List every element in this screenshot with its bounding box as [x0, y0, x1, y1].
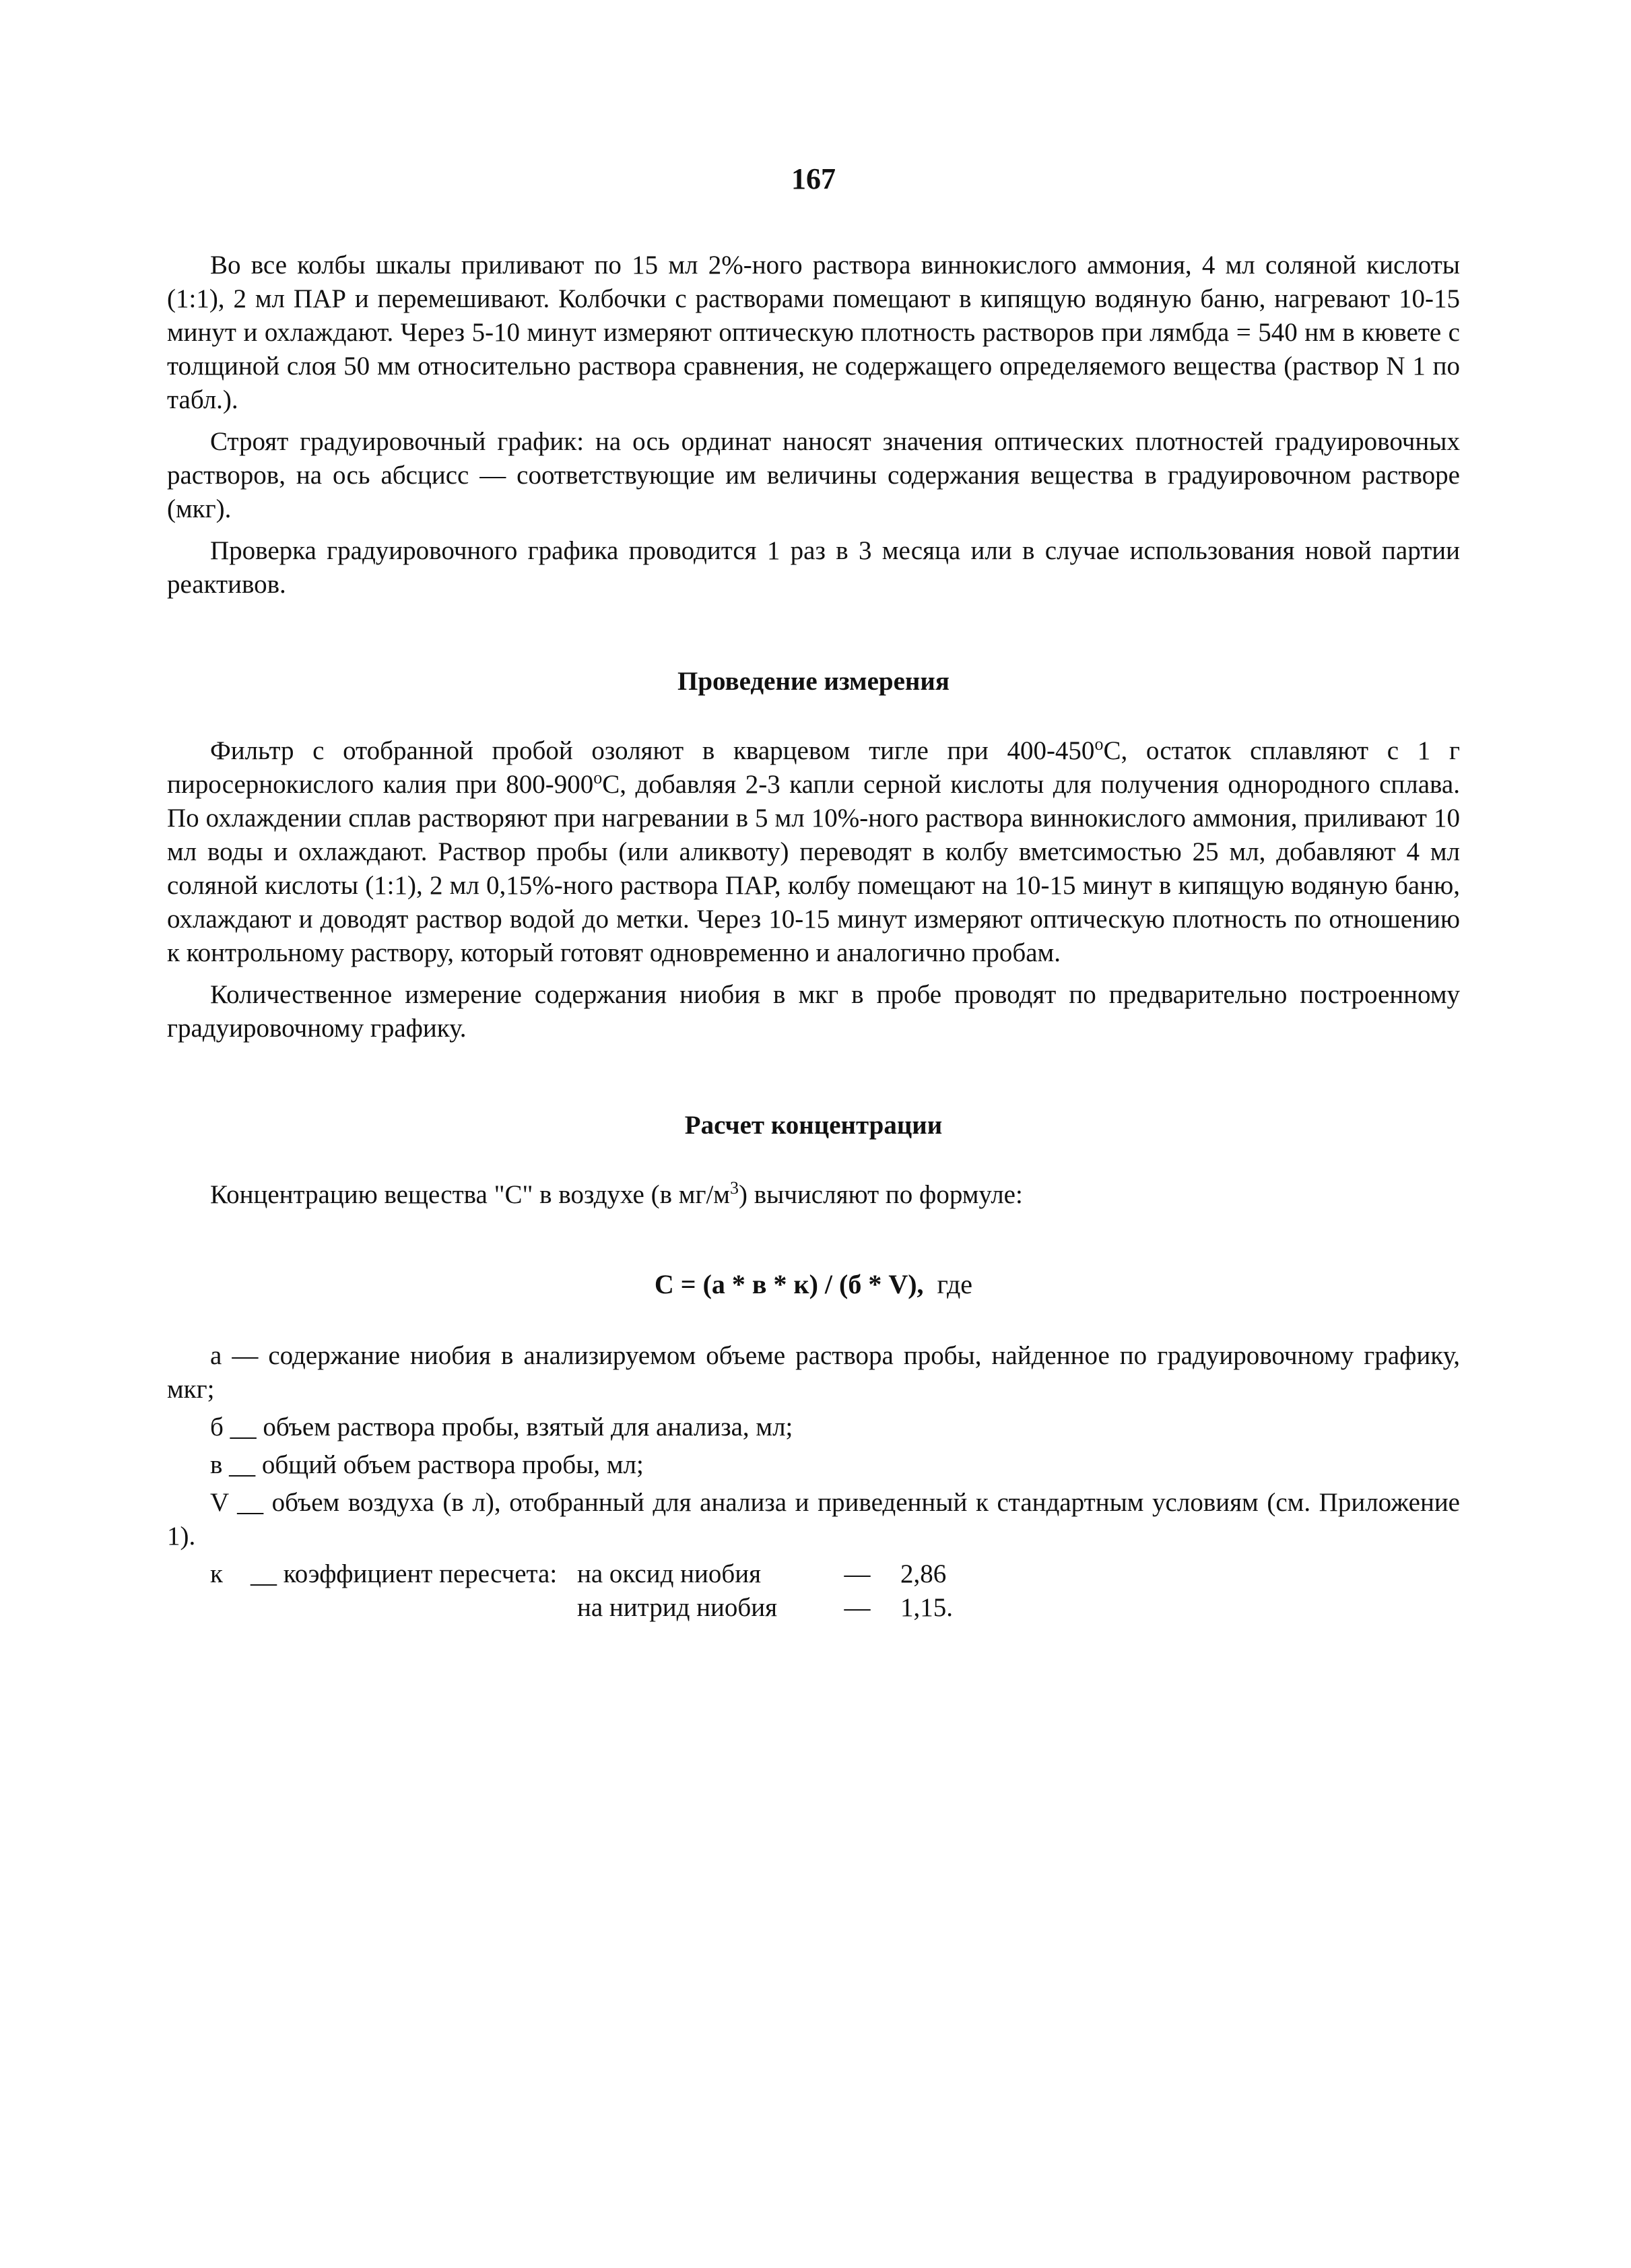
measurement-paragraph-1: [167, 734, 1460, 970]
intro-paragraph-3: Проверка градуировочного графика проводится 1 раз в 3 месяца или в случае использования новой партии реактивов.: [167, 536, 1460, 599]
calculation-heading: Расчет концентрации: [684, 1111, 943, 1140]
intro-paragraph-2: Строят градуировочный график: на ось ординат наносят значения оптических плотностей градуировочных растворов, на ось абсцисс — соответствующие им величины содержания вещества в градуировочном растворе (мкг).: [167, 427, 1460, 523]
formula-where: где: [923, 1269, 973, 1299]
measurement-text-part-1: Фильтр с отобранной пробой озоляют в кварцевом тигле при 400-450: [210, 736, 1095, 765]
coefficient-value: 2,86: [900, 1559, 947, 1588]
page-number: 167: [791, 162, 836, 195]
measurement-text-part-2: С, остаток сплавляют с 1 г пиросернокислого калия при 800-900: [167, 736, 1460, 799]
definition-v: в __ общий объем раствора пробы, мл;: [210, 1450, 644, 1479]
formula-expression: С = (а * в * к) / (б * V),: [654, 1269, 924, 1299]
measurement-heading: Проведение измерения: [677, 667, 950, 696]
coefficient-value: 1,15.: [900, 1593, 953, 1622]
coefficient-symbol: к: [210, 1559, 223, 1588]
degree-sign-1: о: [1094, 734, 1104, 754]
definition-a: а — содержание ниобия в анализируемом объеме раствора пробы, найденное по градуировочному графику, мкг;: [167, 1341, 1460, 1404]
measurement-text-part-3: С, добавляя 2-3 капли серной кислоты для получения однородного сплава. По охлаждении сплав растворяют при нагревании в 5 мл 10%-ного раствора виннокислого аммония, приливают 10 мл воды и охлаждают. Раствор пробы (или аликвоту) переводят в колбу вметсимостью 25 мл, добавляют 4 мл соляной кислоты (1:1), 2 мл 0,15%-ного раствора ПАР, колбу помещают на 10-15 минут в кипящую водяную баню, охлаждают и доводят раствор водой до метки. Через 10-15 минут измеряют оптическую плотность по отношению к контрольному раствору, который готовят одновременно и аналогично пробам.: [167, 770, 1460, 967]
coefficient-separator: —: [844, 1593, 871, 1622]
coefficient-name: на оксид ниобия: [577, 1559, 762, 1588]
coefficient-separator: —: [844, 1559, 871, 1588]
coefficient-row-nitride: [167, 1591, 1460, 1625]
definition-b: б __ объем раствора пробы, взятый для анализа, мл;: [210, 1413, 793, 1441]
calculation-intro-part-2: ) вычисляют по формуле:: [738, 1180, 1023, 1209]
calculation-intro: [167, 1178, 1460, 1212]
coefficient-label: коэффициент пересчета:: [283, 1559, 558, 1588]
coefficient-name: на нитрид ниобия: [577, 1593, 778, 1622]
cubic-exponent: 3: [729, 1178, 739, 1198]
calculation-intro-part-1: Концентрацию вещества "С" в воздухе (в мг/м: [210, 1180, 730, 1209]
measurement-paragraph-2: Количественное измерение содержания ниобия в мкг в пробе проводят по предварительно построенному градуировочному графику.: [167, 980, 1460, 1043]
degree-sign-2: о: [593, 768, 603, 787]
coefficient-table: [167, 1557, 1460, 1625]
document-page: [167, 162, 1460, 1625]
coefficient-dash: __: [251, 1559, 277, 1588]
coefficient-row-oxide: [167, 1557, 1460, 1591]
definition-air-volume: V __ объем воздуха (в л), отобранный для анализа и приведенный к стандартным условиям (см. Приложение 1).: [167, 1488, 1460, 1551]
concentration-formula: [167, 1268, 1460, 1300]
intro-paragraph-1: Во все колбы шкалы приливают по 15 мл 2%-ного раствора виннокислого аммония, 4 мл соляной кислоты (1:1), 2 мл ПАР и перемешивают. Колбочки с растворами помещают в кипящую водяную баню, нагревают 10-15 минут и охлаждают. Через 5-10 минут измеряют оптическую плотность растворов при лямбда = 540 нм в кювете с толщиной слоя 50 мм относительно раствора сравнения, не содержащего определяемого вещества (раствор N 1 по табл.).: [167, 251, 1460, 414]
